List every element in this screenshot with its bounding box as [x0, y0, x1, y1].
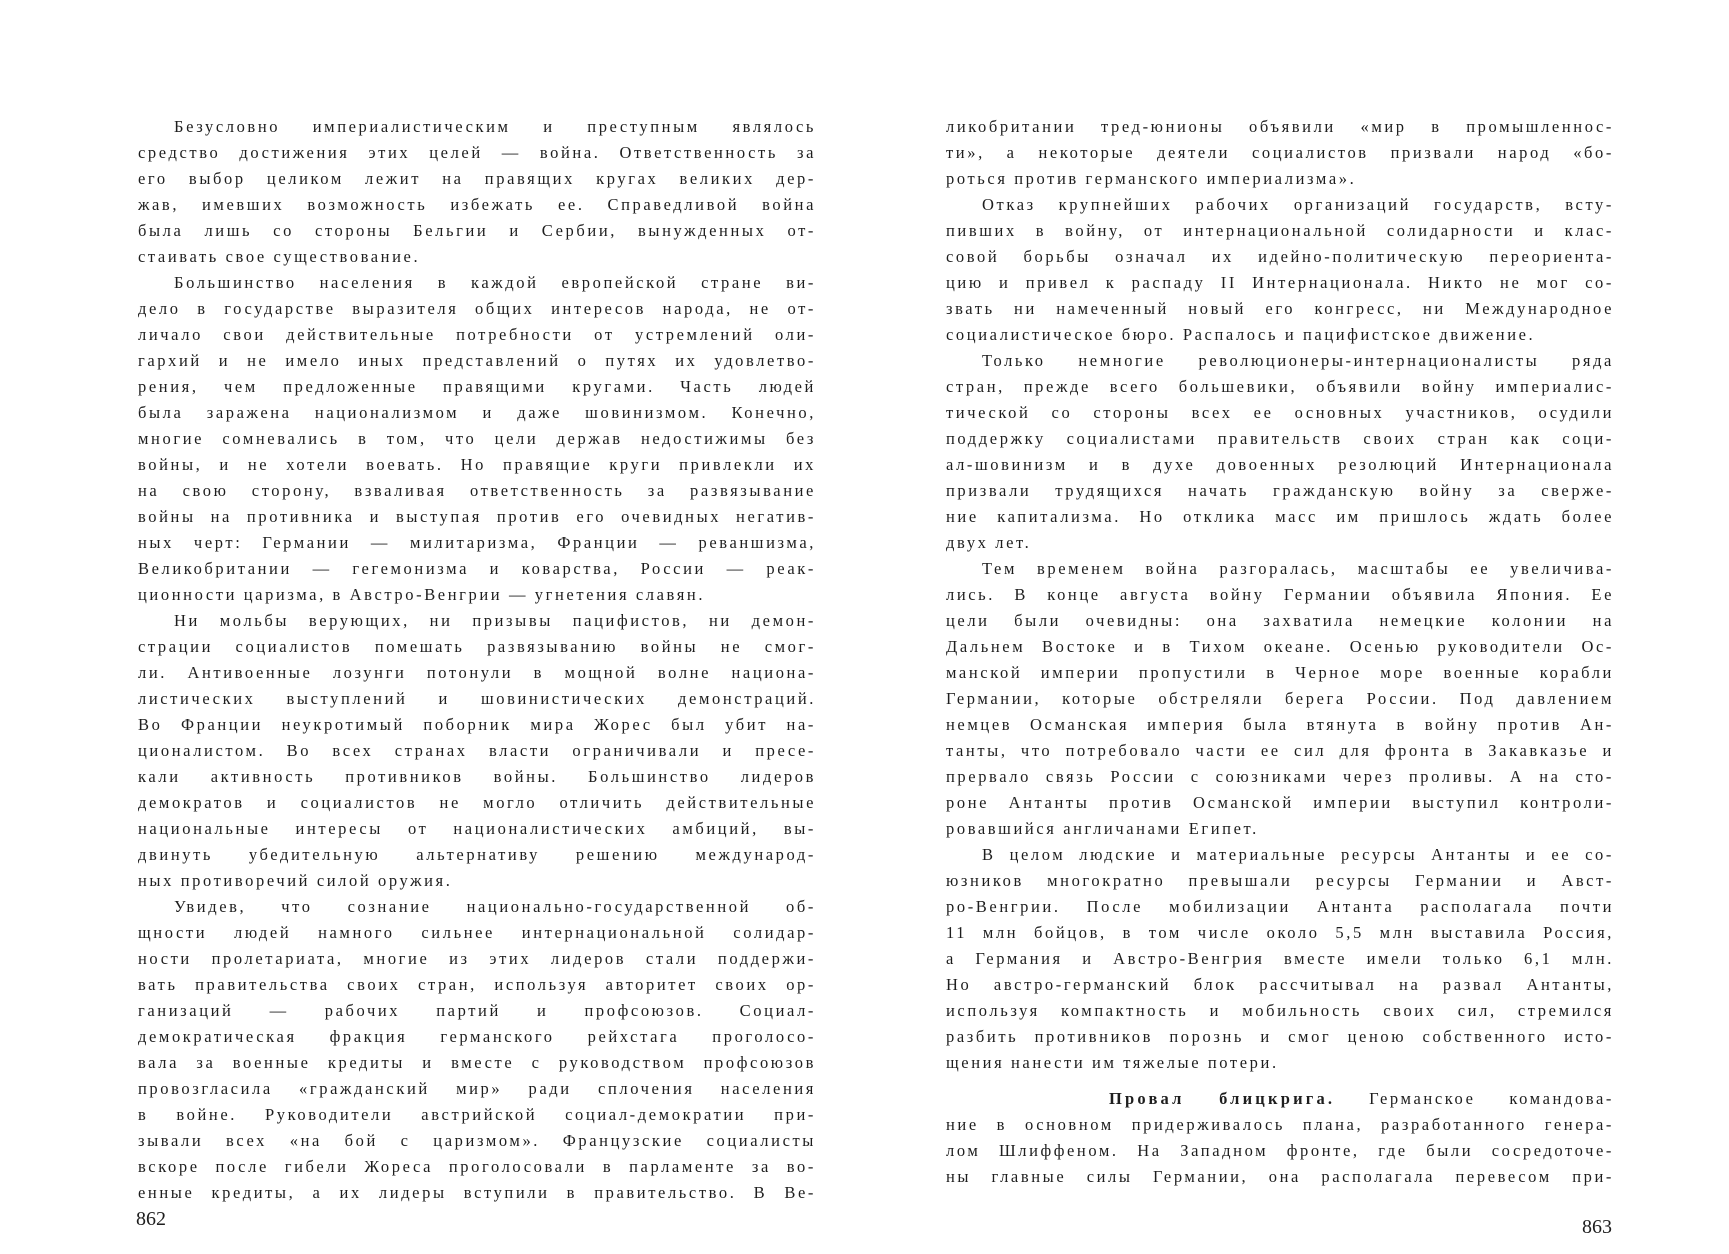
text-line: Великобритании — гегемонизма и коварства, России — реак-: [138, 559, 816, 578]
text-line: ро-Венгрии. После мобилизации Антанта располагала почти: [946, 897, 1614, 916]
text-line: используя компактность и мобильность своих сил, стремился: [946, 1001, 1614, 1020]
text-line: двух лет.: [946, 533, 1032, 552]
text-line: 11 млн бойцов, в том числе около 5,5 млн выставила Россия,: [946, 923, 1614, 942]
text-line: Дальнем Востоке и в Тихом океане. Осенью руководители Ос-: [946, 637, 1614, 656]
text-line: немцев Османская империя была втянута в войну против Ан-: [946, 715, 1614, 734]
text-line: танты, что потребовало части ее сил для фронта в Закавказье и: [946, 741, 1614, 760]
text-line: Но австро-германский блок рассчитывал на развал Антанты,: [946, 975, 1614, 994]
text-line: разбить противников порознь и смог ценою собственного исто-: [946, 1027, 1614, 1046]
text-line: национальные интересы от националистических амбиций, вы-: [138, 819, 816, 838]
text-line: средство достижения этих целей — война. Ответственность за: [138, 143, 816, 162]
text-line: ционалистом. Во всех странах власти ограничивали и пресе-: [138, 741, 816, 760]
text-line: призвали трудящихся начать гражданскую войну за сверже-: [946, 481, 1614, 500]
left-page-text: [138, 114, 816, 1206]
text-line: войны, и не хотели воевать. Но правящие круги привлекли их: [138, 455, 816, 474]
text-line: щения нанести им тяжелые потери.: [946, 1053, 1279, 1072]
text-line: листических выступлений и шовинистических демонстраций.: [138, 689, 816, 708]
text-line: ровавшийся англичанами Египет.: [946, 819, 1259, 838]
text-line: была заражена национализмом и даже шовинизмом. Конечно,: [138, 403, 816, 422]
text-line: цию и привел к распаду II Интернационала. Никто не мог со-: [946, 273, 1614, 292]
text-line: стран, прежде всего большевики, объявили войну империалис-: [946, 377, 1614, 396]
text-line: ны главные силы Германии, она располагала перевесом при-: [946, 1167, 1614, 1186]
text-line: ние в основном придерживалось плана, разработанного генера-: [946, 1115, 1614, 1134]
text-line: Германии, которые обстреляли берега России. Под давлением: [946, 689, 1614, 708]
text-line: енные кредиты, а их лидеры вступили в правительство. В Ве-: [138, 1183, 816, 1202]
text-line: двинуть убедительную альтернативу решению международ-: [138, 845, 816, 864]
text-line: звать ни намеченный новый его конгресс, ни Международное: [946, 299, 1614, 318]
text-line: рения, чем предложенные правящими кругами. Часть людей: [138, 377, 816, 396]
text-line: зывали всех «на бой с царизмом». Французские социалисты: [138, 1131, 816, 1150]
text-line: цели были очевидны: она захватила немецкие колонии на: [946, 611, 1614, 630]
text-line: войны на противника и выступая против его очевидных негатив-: [138, 507, 816, 526]
text-line: ти», а некоторые деятели социалистов призвали народ «бо-: [946, 143, 1614, 162]
section-heading-line: [946, 1086, 1614, 1112]
text-line: Ни мольбы верующих, ни призывы пацифистов, ни демон-: [174, 611, 816, 630]
text-line: вать правительства своих стран, используя авторитет своих ор-: [138, 975, 816, 994]
text-line: тической со стороны всех ее основных участников, осудили: [946, 403, 1614, 422]
text-line: его выбор целиком лежит на правящих кругах великих дер-: [138, 169, 816, 188]
right-page-text-continued: [946, 1112, 1614, 1190]
text-line: щности людей намного сильнее интернациональной солидар-: [138, 923, 816, 942]
text-line: Тем временем война разгоралась, масштабы ее увеличива-: [982, 559, 1614, 578]
text-line: Отказ крупнейших рабочих организаций государств, всту-: [982, 195, 1614, 214]
text-line: Увидев, что сознание национально-государственной об-: [174, 897, 816, 916]
text-line: была лишь со стороны Бельгии и Сербии, вынужденных от-: [138, 221, 816, 240]
text-line: ли. Антивоенные лозунги потонули в мощной волне национа-: [138, 663, 816, 682]
text-line: ние капитализма. Но отклика масс им пришлось ждать более: [946, 507, 1614, 526]
text-line: роне Антанты против Османской империи выступил контроли-: [946, 793, 1614, 812]
text-line: вала за военные кредиты и вместе с руководством профсоюзов: [138, 1053, 816, 1072]
text-line: прервало связь России с союзниками через проливы. А на сто-: [946, 767, 1614, 786]
text-line: Во Франции неукротимый поборник мира Жорес был убит на-: [138, 715, 816, 734]
text-line: жав, имевших возможность избежать ее. Справедливой война: [138, 195, 816, 214]
text-line: провозгласила «гражданский мир» ради сплочения населения: [138, 1079, 816, 1098]
text-line: личало свои действительные потребности от устремлений оли-: [138, 325, 816, 344]
text-line: демократическая фракция германского рейхстага проголосо-: [138, 1027, 816, 1046]
text-line: ал-шовинизм и в духе довоенных резолюций Интернационала: [946, 455, 1614, 474]
text-line: в войне. Руководители австрийской социал-демократии при-: [138, 1105, 816, 1124]
section-heading-continuation: Германское командова-: [1369, 1089, 1614, 1108]
text-line: юзников многократно превышали ресурсы Германии и Авст-: [946, 871, 1614, 890]
text-line: на свою сторону, взваливая ответственность за развязывание: [138, 481, 816, 500]
text-line: совой борьбы означал их идейно-политическую переориента-: [946, 247, 1614, 266]
text-line: лись. В конце августа войну Германии объявила Япония. Ее: [946, 585, 1614, 604]
text-line: ности пролетариата, многие из этих лидеров стали поддержи-: [138, 949, 816, 968]
text-line: демократов и социалистов не могло отличить действительные: [138, 793, 816, 812]
text-line: ционности царизма, в Австро-Венгрии — угнетения славян.: [138, 585, 706, 604]
text-line: ликобритании тред-юнионы объявили «мир в промышленнос-: [946, 117, 1614, 136]
text-line: ных противоречий силой оружия.: [138, 871, 453, 890]
text-line: В целом людские и материальные ресурсы Антанты и ее со-: [982, 845, 1614, 864]
text-line: Безусловно империалистическим и преступным являлось: [174, 117, 816, 136]
text-line: а Германия и Австро-Венгрия вместе имели только 6,1 млн.: [946, 949, 1614, 968]
page-number-left: 862: [136, 1208, 166, 1230]
text-line: ганизаций — рабочих партий и профсоюзов. Социал-: [138, 1001, 816, 1020]
right-page: [946, 114, 1614, 1190]
left-page: [138, 114, 816, 1206]
text-line: социалистическое бюро. Распалось и пацифистское движение.: [946, 325, 1536, 344]
text-line: поддержку социалистами правительств своих стран как соци-: [946, 429, 1614, 448]
text-line: вскоре после гибели Жореса проголосовали в парламенте за во-: [138, 1157, 816, 1176]
text-line: ных черт: Германии — милитаризма, Франции — реваншизма,: [138, 533, 816, 552]
text-line: манской империи пропустили в Черное море военные корабли: [946, 663, 1614, 682]
text-line: пивших в войну, от интернациональной солидарности и клас-: [946, 221, 1614, 240]
text-line: кали активность противников войны. Большинство лидеров: [138, 767, 816, 786]
text-line: дело в государстве выразителя общих интересов народа, не от-: [138, 299, 816, 318]
text-line: гархий и не имело иных представлений о путях их удовлетво-: [138, 351, 816, 370]
text-line: стаивать свое существование.: [138, 247, 421, 266]
section-heading: Провал блицкрига.: [1109, 1089, 1336, 1108]
page-number-right: 863: [1582, 1216, 1612, 1238]
text-line: лом Шлиффеном. На Западном фронте, где были сосредоточе-: [946, 1141, 1614, 1160]
right-page-text: [946, 114, 1614, 1076]
text-line: роться против германского империализма».: [946, 169, 1357, 188]
text-line: Большинство населения в каждой европейской стране ви-: [174, 273, 816, 292]
text-line: Только немногие революционеры-интернационалисты ряда: [982, 351, 1614, 370]
text-line: многие сомневались в том, что цели держав недостижимы без: [138, 429, 816, 448]
text-line: страции социалистов помешать развязыванию войны не смог-: [138, 637, 816, 656]
section-gap: [946, 1076, 1614, 1086]
